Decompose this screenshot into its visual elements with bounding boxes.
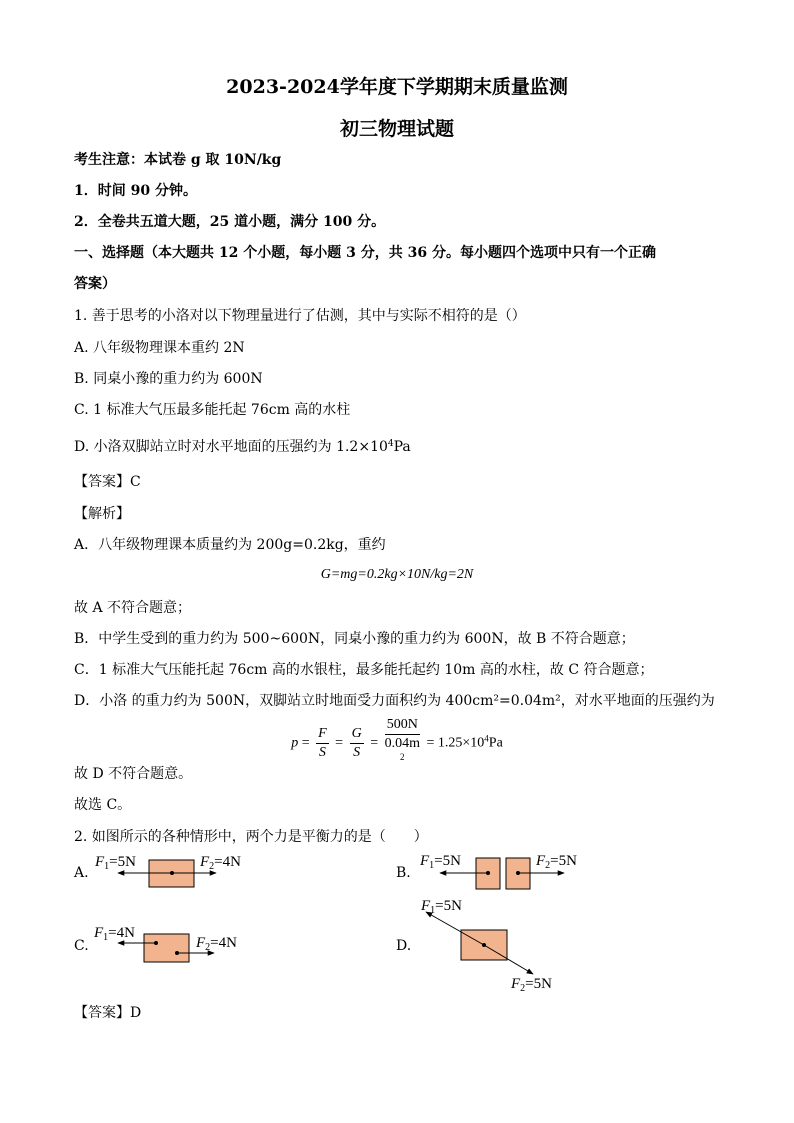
figure-a-f1-label: $F_1=5N$ [95, 854, 136, 872]
document-title: 2023-2024学年度下学期期末质量监测 [226, 76, 568, 98]
formula-result: = 1.25×10 [426, 735, 485, 751]
figure-a-center-dot [170, 871, 174, 875]
figure-b [419, 853, 577, 889]
q2-label-a: A. [74, 865, 89, 881]
figure-b-left-dot [486, 871, 490, 875]
formula-result-exp: 4 [484, 733, 489, 744]
q1-option-d-exponent: 4 [387, 439, 394, 449]
q2-stem: 2. 如图所示的各种情形中，两个力是平衡力的是（ ） [74, 829, 428, 845]
q2-answer: 【答案】D [74, 1005, 142, 1021]
figure-b-right-dot [516, 871, 520, 875]
figure-a [94, 854, 241, 887]
q1-option-b: B. 同桌小豫的重力约为 600N [74, 371, 263, 387]
figure-b-f2-label: $F_2=5N$ [536, 853, 577, 871]
figure-d-force-f1-arrow [426, 912, 484, 945]
q1-explain-c: C．1 标准大气压能托起 76cm 高的水银柱，最多能托起约 10m 高的水柱，故 C 符合题意； [74, 662, 654, 678]
q2-label-d: D. [396, 938, 412, 954]
section-heading: 一、选择题（本大题共 12 个小题，每小题 3 分，共 36 分。每小题四个选项中只有一个正确 [74, 245, 656, 261]
formula-eq3: = [370, 735, 379, 751]
q1-option-a: A. 八年级物理课本重约 2N [74, 340, 245, 356]
figure-c-dot-2 [175, 951, 179, 955]
figure-c-f1-label: $F_1=4N$ [94, 925, 135, 943]
q1-option-c: C. 1 标准大气压最多能托起 76cm 高的水柱 [74, 402, 351, 418]
q1-explain-a-end: 故 A 不符合题意； [74, 600, 192, 616]
fraction-s2: S [353, 745, 361, 760]
fraction-f: F [316, 725, 329, 744]
section-heading-cont: 答案） [74, 276, 116, 292]
q1-explain-a: A．八年级物理课本质量约为 200g=0.2kg，重约 [74, 537, 386, 553]
fraction-g: G [350, 725, 364, 744]
figure-d-f2-label: $F_2=5N$ [511, 976, 552, 994]
figure-c-block [144, 934, 189, 962]
formula-p: p [291, 735, 299, 751]
q1-stem: 1. 善于思考的小洛对以下物理量进行了估测，其中与实际不相符的是（） [74, 308, 526, 324]
fraction-area-value: 0.04m [384, 736, 420, 751]
figure-d-f1-label: $F_1=5N$ [421, 898, 462, 916]
figure-b-f1-label: $F_1=5N$ [420, 853, 461, 871]
q1-formula-a: G=mg=0.2kg×10N/kg=2N [320, 567, 474, 582]
figure-d-center-dot [482, 943, 486, 947]
note-gravity: 考生注意：本试卷 g 取 10N/kg [74, 152, 282, 168]
q1-explain-d-end: 故 D 不符合题意。 [74, 766, 193, 782]
q1-explain-b: B．中学生受到的重力约为 500~600N，同桌小豫的重力约为 600N，故 B 不符合题意； [74, 631, 635, 647]
formula-eq2: = [335, 735, 344, 751]
fraction-area-exp: 2 [400, 752, 405, 762]
figure-d [420, 898, 552, 994]
q2-label-c: C. [74, 938, 89, 954]
q1-answer: 【答案】C [74, 474, 141, 490]
figure-c [93, 925, 237, 962]
figure-c-dot-1 [154, 941, 158, 945]
note-time: 1．时间 90 分钟。 [74, 183, 197, 199]
figure-a-f2-label: $F_2=4N$ [200, 854, 241, 872]
document-subtitle: 初三物理试题 [339, 118, 454, 140]
q1-analysis-label: 【解析】 [74, 506, 130, 522]
fraction-s1: S [318, 745, 326, 760]
q1-option-d-unit: Pa [393, 439, 411, 455]
q1-explain-d: D．小洛 的重力约为 500N，双脚站立时地面受力面积约为 400cm²=0.04m²，对水平地面的压强约为 [74, 693, 715, 709]
q1-conclusion: 故选 C。 [74, 797, 132, 813]
figure-c-f2-label: $F_2=4N$ [196, 935, 237, 953]
formula-result-unit: Pa [488, 735, 503, 751]
fraction-500n: 500N [385, 716, 420, 735]
q1-option-d-text: D. 小洛双脚站立时对水平地面的压强约为 1.2×10 [74, 439, 388, 455]
q2-label-b: B. [396, 865, 411, 881]
note-structure: 2．全卷共五道大题，25 道小题，满分 100 分。 [74, 214, 386, 230]
formula-eq1: = [301, 735, 310, 751]
